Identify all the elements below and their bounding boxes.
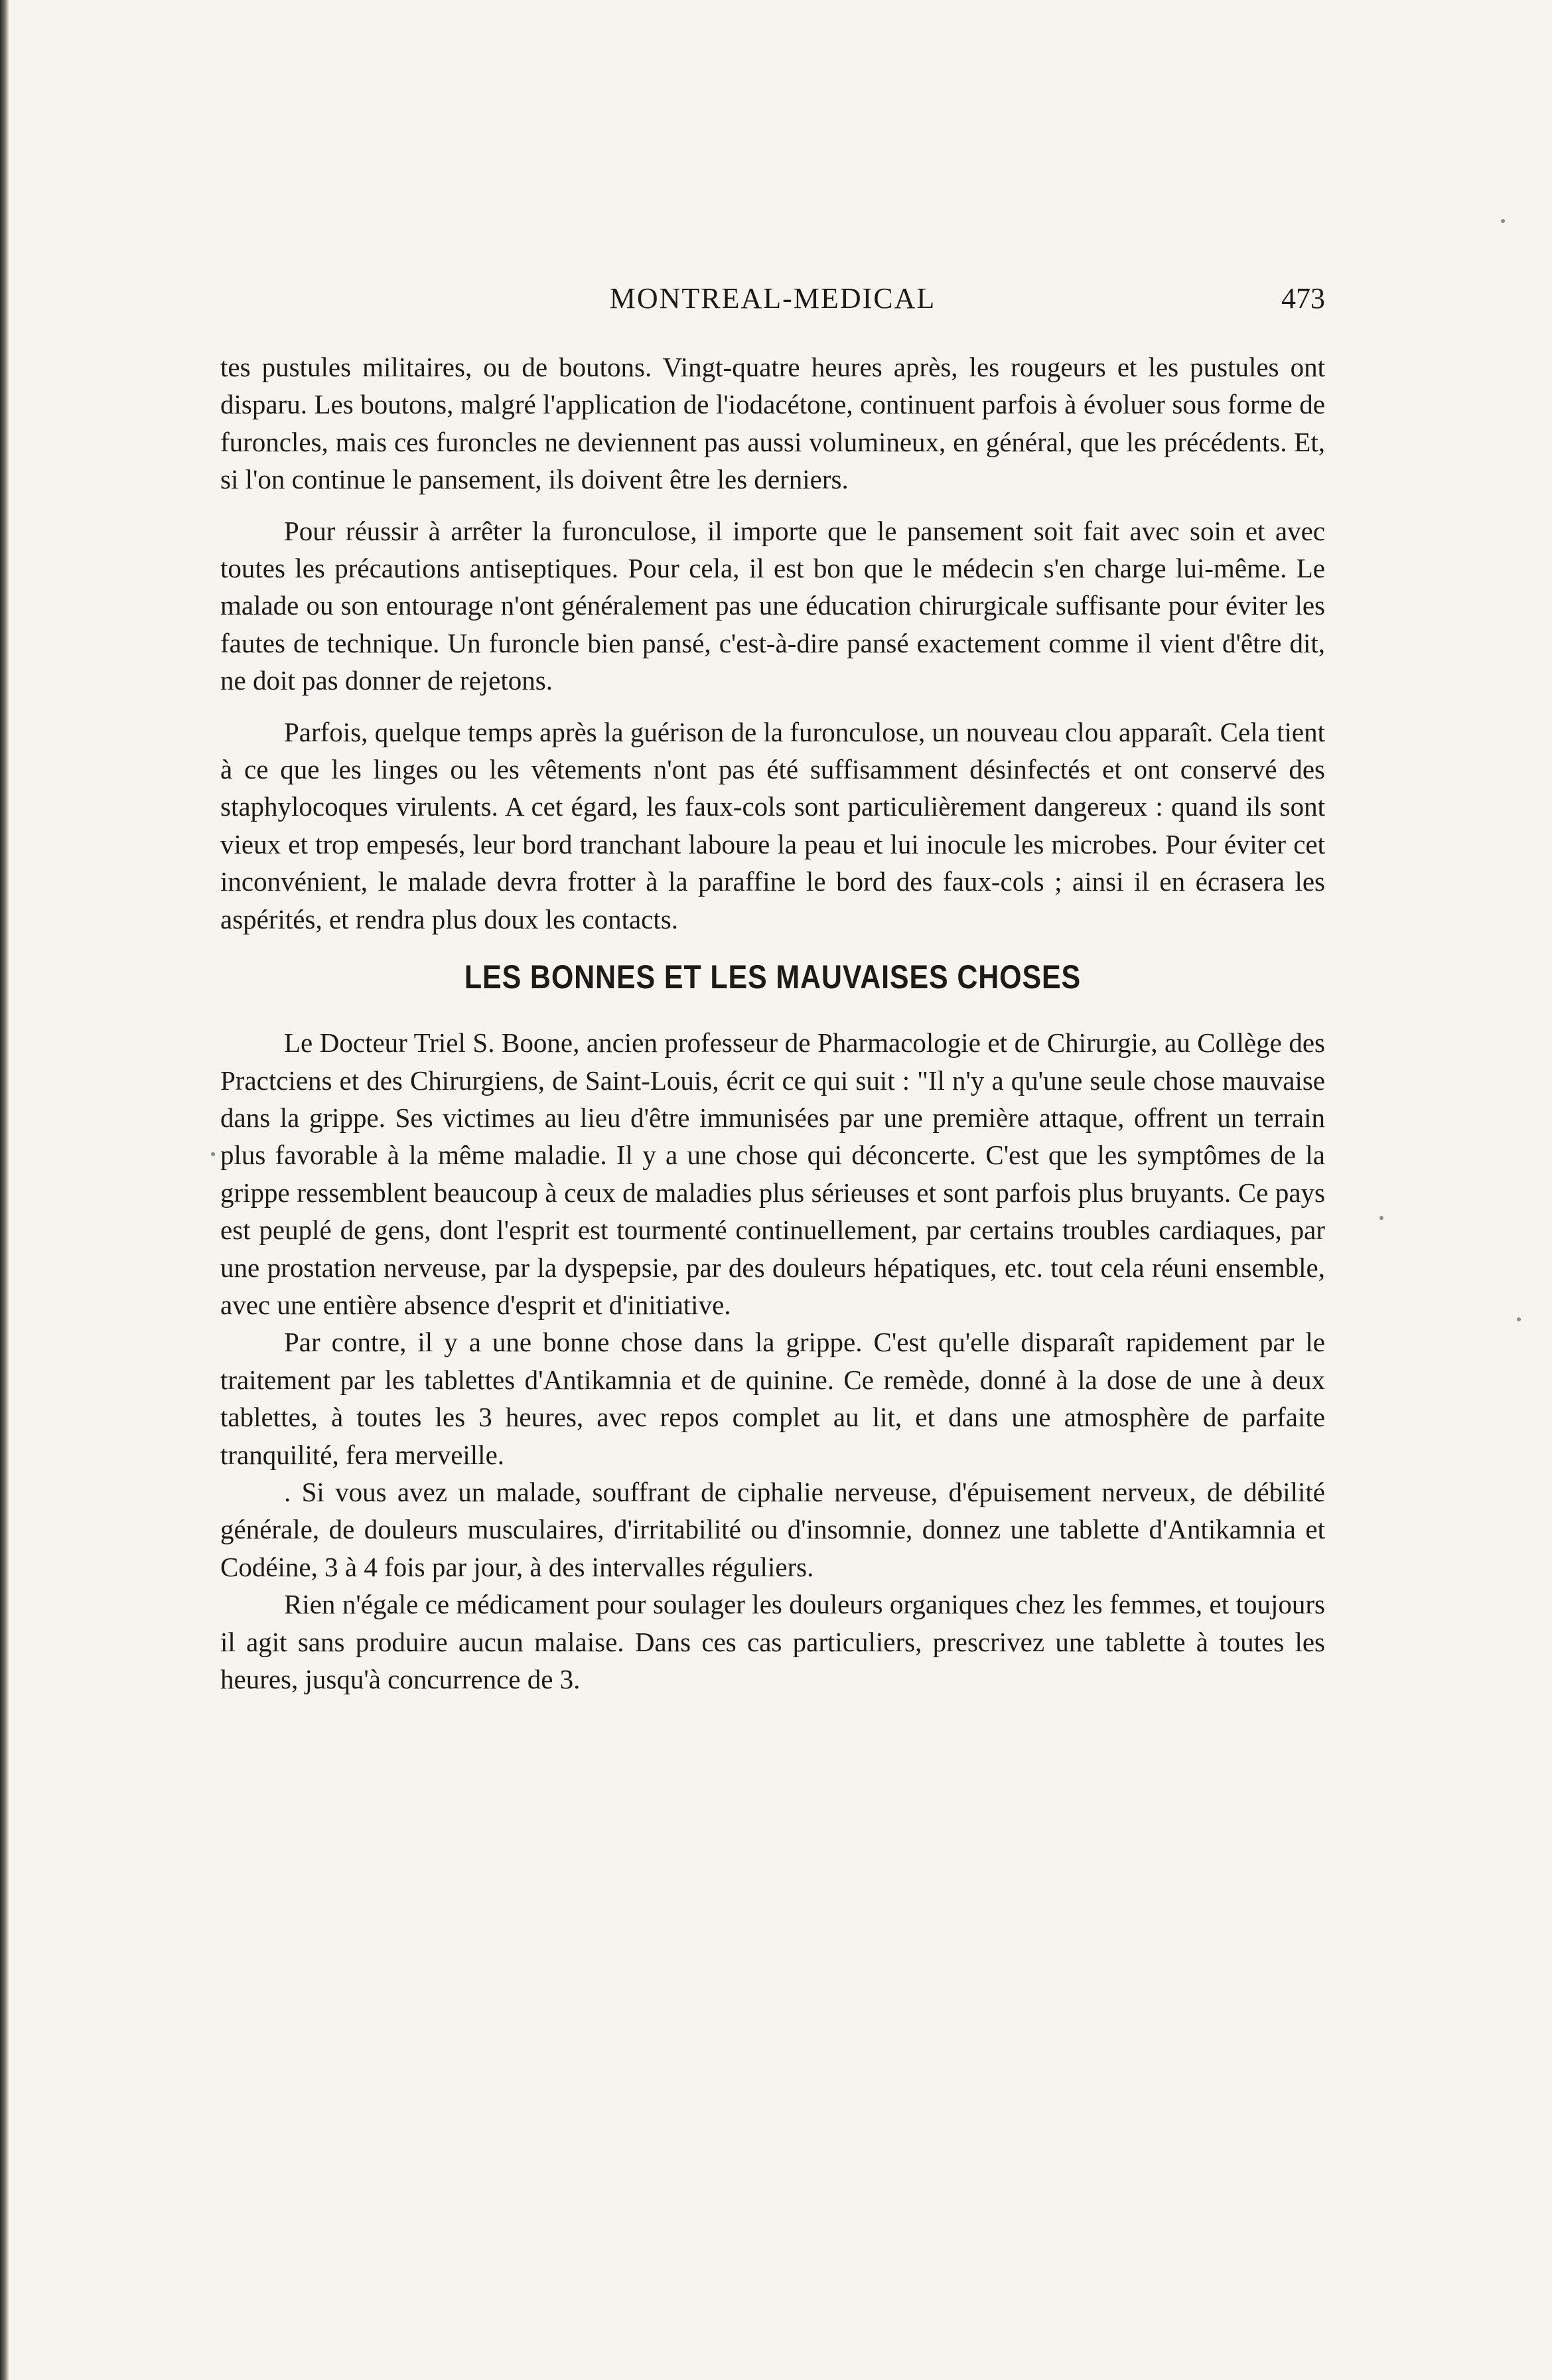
paragraph: Pour réussir à arrêter la furonculose, il importe que le pansement soit fait avec soin et avec toutes les précautions antiseptiques. Pour cela, il est bon que le médecin s'en charge lui-même. Le malade ou son entourage n'ont généralement pas une éducation chirurgicale suffisante pour éviter les fautes de technique. Un furoncle bien pansé, c'est-à-dire pansé exactement comme il vient d'être dit, ne doit pas donner de rejetons. (220, 515, 1325, 696)
running-head (220, 277, 1325, 324)
scan-speck (1501, 219, 1505, 223)
scan-speck (1517, 1317, 1521, 1321)
paragraph: Le Docteur Triel S. Boone, ancien professeur de Pharmacologie et de Chirurgie, au Collège des Practciens et des Chirurgiens, de Saint-Louis, écrit ce qui suit : "Il n'y a qu'une seule chose mauvaise dans la grippe. Ses victimes au lieu d'être immunisées par une première attaque, offrent un terrain plus favorable à la même maladie. Il y a une chose qui déconcerte. C'est que les symptômes de la grippe ressemblent beaucoup à ceux de maladies plus sérieuses et sont parfois plus bruyants. Ce pays est peuplé de gens, dont l'esprit est tourmenté continuellement, par certains troubles cardiaques, par une prostation nerveuse, par la dyspepsie, par des douleurs hépatiques, etc. tout cela réuni ensemble, avec une entière absence d'esprit et d'initiative. (220, 1027, 1325, 1320)
running-title: MONTREAL-MEDICAL (609, 282, 936, 315)
scan-speck (211, 1152, 215, 1156)
page-body (220, 348, 1325, 1698)
paragraph: Parfois, quelque temps après la guérison de la furonculose, un nouveau clou apparaît. Cela tient à ce que les linges ou les vêtements n'ont pas été suffisamment désinfectés et ont conservé des staphylocoques virulents. A cet égard, les faux-cols sont particulièrement dangereux : quand ils sont vieux et trop empesés, leur bord tranchant laboure la peau et lui inocule les microbes. Pour éviter cet inconvénient, le malade devra frotter à la paraffine le bord des faux-cols ; ainsi il en écrasera les aspérités, et rendra plus doux les contacts. (220, 716, 1325, 934)
paragraph: . Si vous avez un malade, souffrant de ciphalie nerveuse, d'épuisement nerveux, de débilité générale, de douleurs musculaires, d'irritabilité ou d'insomnie, donnez une tablette d'Antikamnia et Codéine, 3 à 4 fois par jour, à des intervalles réguliers. (220, 1476, 1325, 1582)
scanned-page-edge (0, 0, 9, 2380)
paragraph: tes pustules militaires, ou de boutons. Vingt-quatre heures après, les rougeurs et les pustules ont disparu. Les boutons, malgré l'application de l'iodacétone, continuent parfois à évoluer sous forme de furoncles, mais ces furoncles ne deviennent pas aussi volumineux, en général, que les précédents. Et, si l'on continue le pansement, ils doivent être les derniers. (220, 352, 1325, 495)
section-title: LES BONNES ET LES MAUVAISES CHOSES (464, 958, 1082, 996)
paragraph: Rien n'égale ce médicament pour soulager les douleurs organiques chez les femmes, et toujours il agit sans produire aucun malaise. Dans ces cas particuliers, prescrivez une tablette à toutes les heures, jusqu'à concurrence de 3. (220, 1589, 1325, 1694)
page-number: 473 (1281, 282, 1325, 315)
scan-speck (1379, 1216, 1383, 1220)
paragraph: Par contre, il y a une bonne chose dans la grippe. C'est qu'elle disparaît rapidement par le traitement par les tablettes d'Antikamnia et de quinine. Ce remède, donné à la dose de une à deux tablettes, à toutes les 3 heures, avec repos complet au lit, et dans une atmosphère de parfaite tranquilité, fera merveille. (220, 1327, 1325, 1470)
